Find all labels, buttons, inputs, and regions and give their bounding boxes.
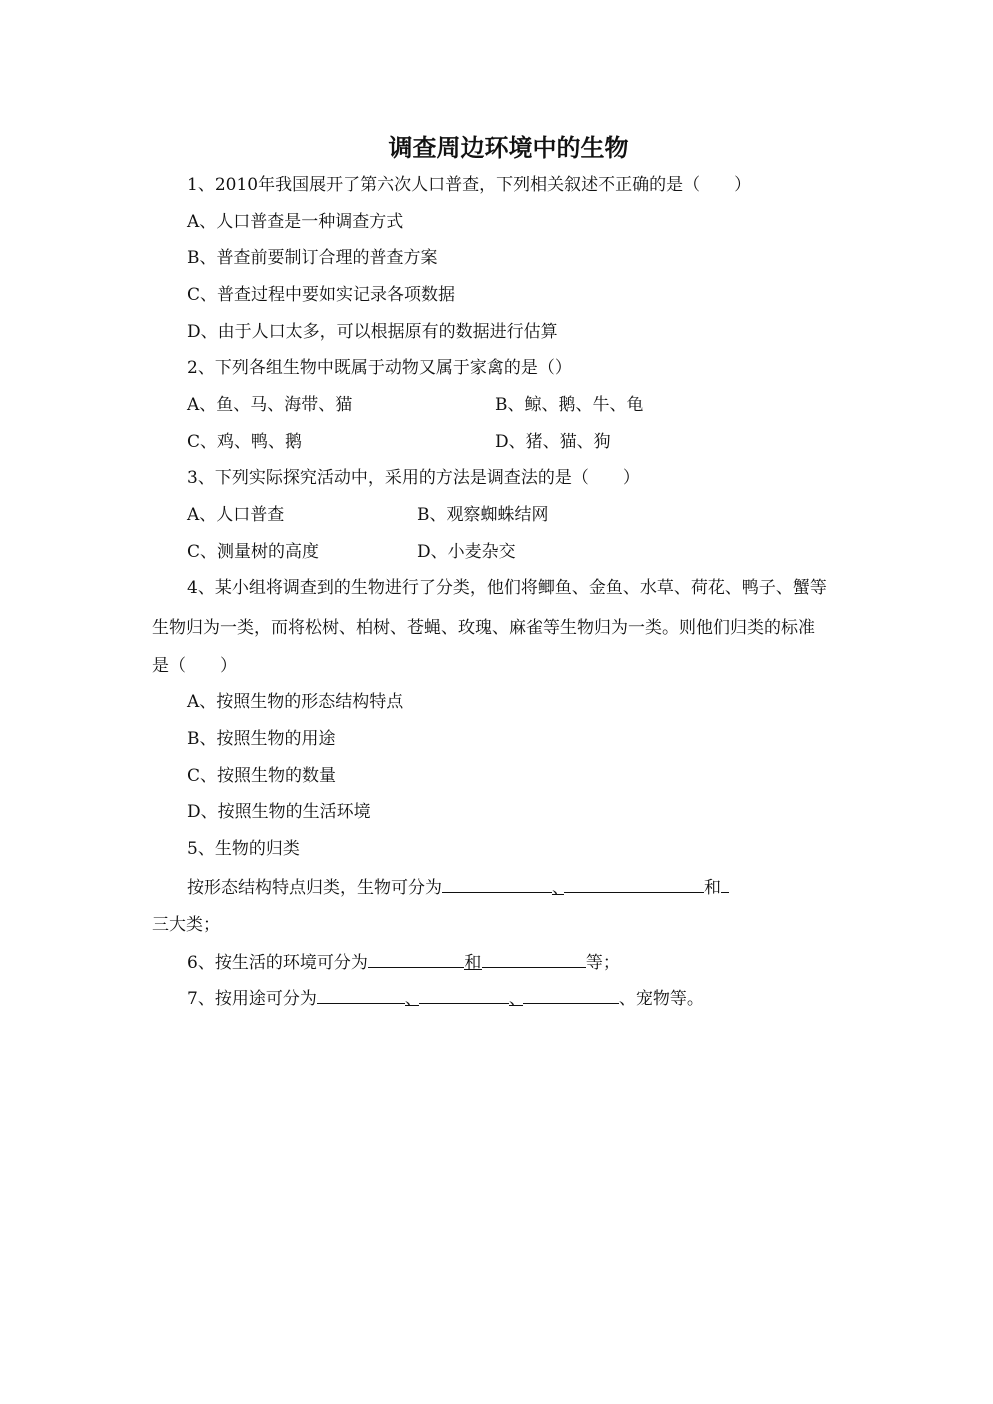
question-3-option-d: D、小麦杂交 — [417, 542, 516, 562]
question-1-option-a: A、人口普查是一种调查方式 — [187, 212, 404, 232]
answer-blank-4[interactable] — [368, 951, 464, 968]
question-5-prefix: 按形态结构特点归类，生物可分为 — [187, 878, 442, 898]
question-7-fill-line — [187, 987, 704, 1009]
page-title: 调查周边环境中的生物 — [388, 133, 629, 162]
question-4-stem-line-1: 4、某小组将调查到的生物进行了分类，他们将鲫鱼、金鱼、水草、荷花、鸭子、蟹等 — [187, 578, 827, 598]
question-2-option-d: D、猪、猫、狗 — [495, 432, 611, 452]
question-5-heading: 5、生物的归类 — [187, 839, 300, 859]
answer-blank-8[interactable] — [523, 987, 619, 1004]
question-5-separator-2: 和 — [704, 878, 721, 898]
question-5-line-2: 三大类； — [152, 915, 220, 935]
question-1-option-c: C、普查过程中要如实记录各项数据 — [187, 285, 456, 305]
answer-blank-2[interactable] — [564, 876, 704, 893]
question-6-suffix: 等； — [585, 953, 620, 973]
answer-blank-5[interactable] — [482, 951, 586, 968]
question-7-separator-1: 、 — [404, 989, 422, 1009]
question-5-separator-1: 、 — [552, 878, 569, 898]
answer-blank-3[interactable] — [721, 876, 729, 893]
question-3-option-a: A、人口普查 — [187, 505, 285, 525]
question-6-prefix: 6、按生活的环境可分为 — [187, 953, 368, 973]
question-1-option-b: B、普查前要制订合理的普查方案 — [187, 248, 438, 268]
question-2-stem: 2、下列各组生物中既属于动物又属于家禽的是（） — [187, 358, 572, 378]
answer-blank-7[interactable] — [419, 987, 509, 1004]
question-7-prefix: 7、按用途可分为 — [187, 989, 317, 1009]
question-2-option-a: A、鱼、马、海带、猫 — [187, 395, 353, 415]
question-4-stem-line-3: 是（ ） — [152, 656, 237, 676]
question-7-separator-2: 、 — [508, 989, 526, 1009]
question-3-stem: 3、下列实际探究活动中，采用的方法是调查法的是（ ） — [187, 468, 640, 488]
question-5-fill-line — [187, 876, 729, 898]
question-4-option-b: B、按照生物的用途 — [187, 729, 336, 749]
question-4-option-a: A、按照生物的形态结构特点 — [187, 692, 404, 712]
question-4-option-d: D、按照生物的生活环境 — [187, 802, 371, 822]
question-1-stem: 1、2010年我国展开了第六次人口普查，下列相关叙述不正确的是（ ） — [187, 175, 752, 195]
question-1-option-d: D、由于人口太多，可以根据原有的数据进行估算 — [187, 322, 558, 342]
question-4-stem-line-2: 生物归为一类，而将松树、柏树、苍蝇、玫瑰、麻雀等生物归为一类。则他们归类的标准 — [152, 618, 815, 638]
question-2-option-b: B、鲸、鹅、牛、龟 — [495, 395, 644, 415]
question-3-option-b: B、观察蜘蛛结网 — [417, 505, 549, 525]
question-6-fill-line — [187, 951, 620, 973]
question-4-option-c: C、按照生物的数量 — [187, 766, 337, 786]
answer-blank-6[interactable] — [317, 987, 405, 1004]
question-7-suffix: 、宠物等。 — [618, 989, 704, 1009]
question-6-middle: 和 — [464, 953, 482, 973]
answer-blank-1[interactable] — [442, 876, 552, 893]
question-2-option-c: C、鸡、鸭、鹅 — [187, 432, 303, 452]
question-3-option-c: C、测量树的高度 — [187, 542, 320, 562]
